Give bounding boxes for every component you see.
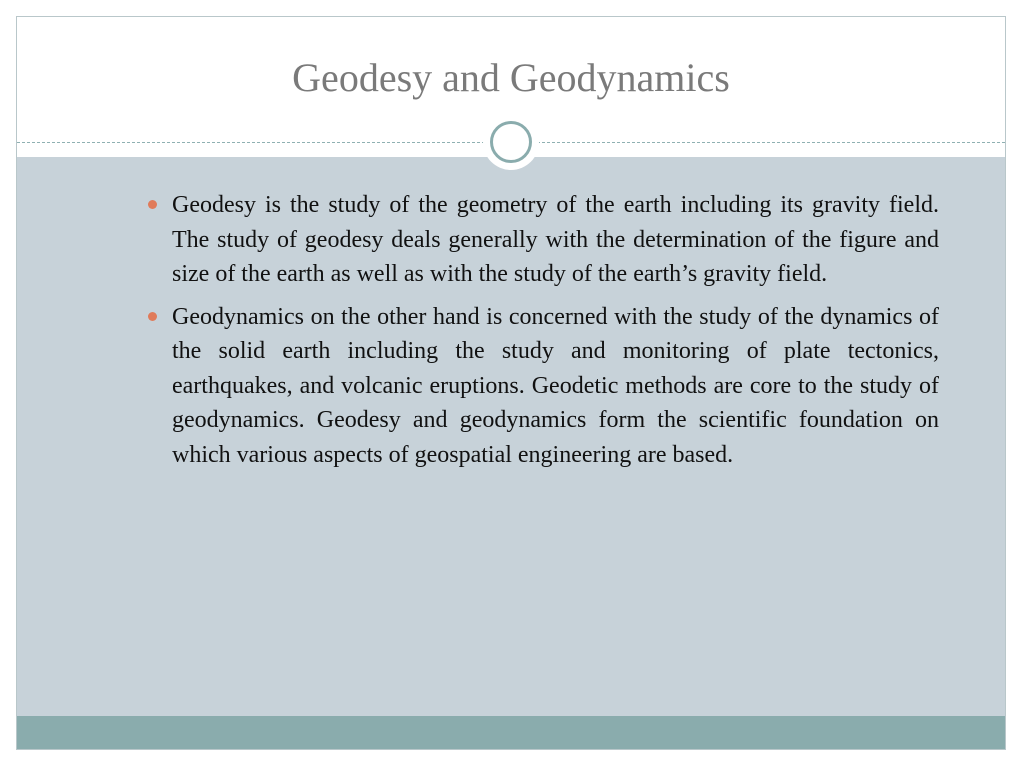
circle-ornament-icon — [483, 114, 539, 170]
bullet-dot-icon — [148, 200, 157, 209]
bullet-text: Geodynamics on the other hand is concerned with the study of the dynamics of the solid earth including the study and monitoring of plate tectonics, earthquakes, and volcanic eruptions. Geodetic methods are core to the study of geodynamics. Geodesy and geodynamics form the scientific foundation on which various aspects of geospatial engineering are based. — [172, 303, 939, 468]
slide-title: Geodesy and Geodynamics — [292, 55, 730, 100]
bullet-dot-icon — [148, 312, 157, 321]
footer-bar — [17, 716, 1005, 750]
slide — [16, 16, 1006, 750]
bullet-item — [147, 188, 939, 292]
bullet-text: Geodesy is the study of the geometry of the earth including its gravity field. The study of geodesy deals generally with the determination of the figure and size of the earth as well as with the study of the earth’s gravity field. — [172, 192, 939, 287]
bullet-list — [147, 188, 939, 480]
ring-icon — [490, 121, 532, 163]
bullet-item — [147, 300, 939, 473]
